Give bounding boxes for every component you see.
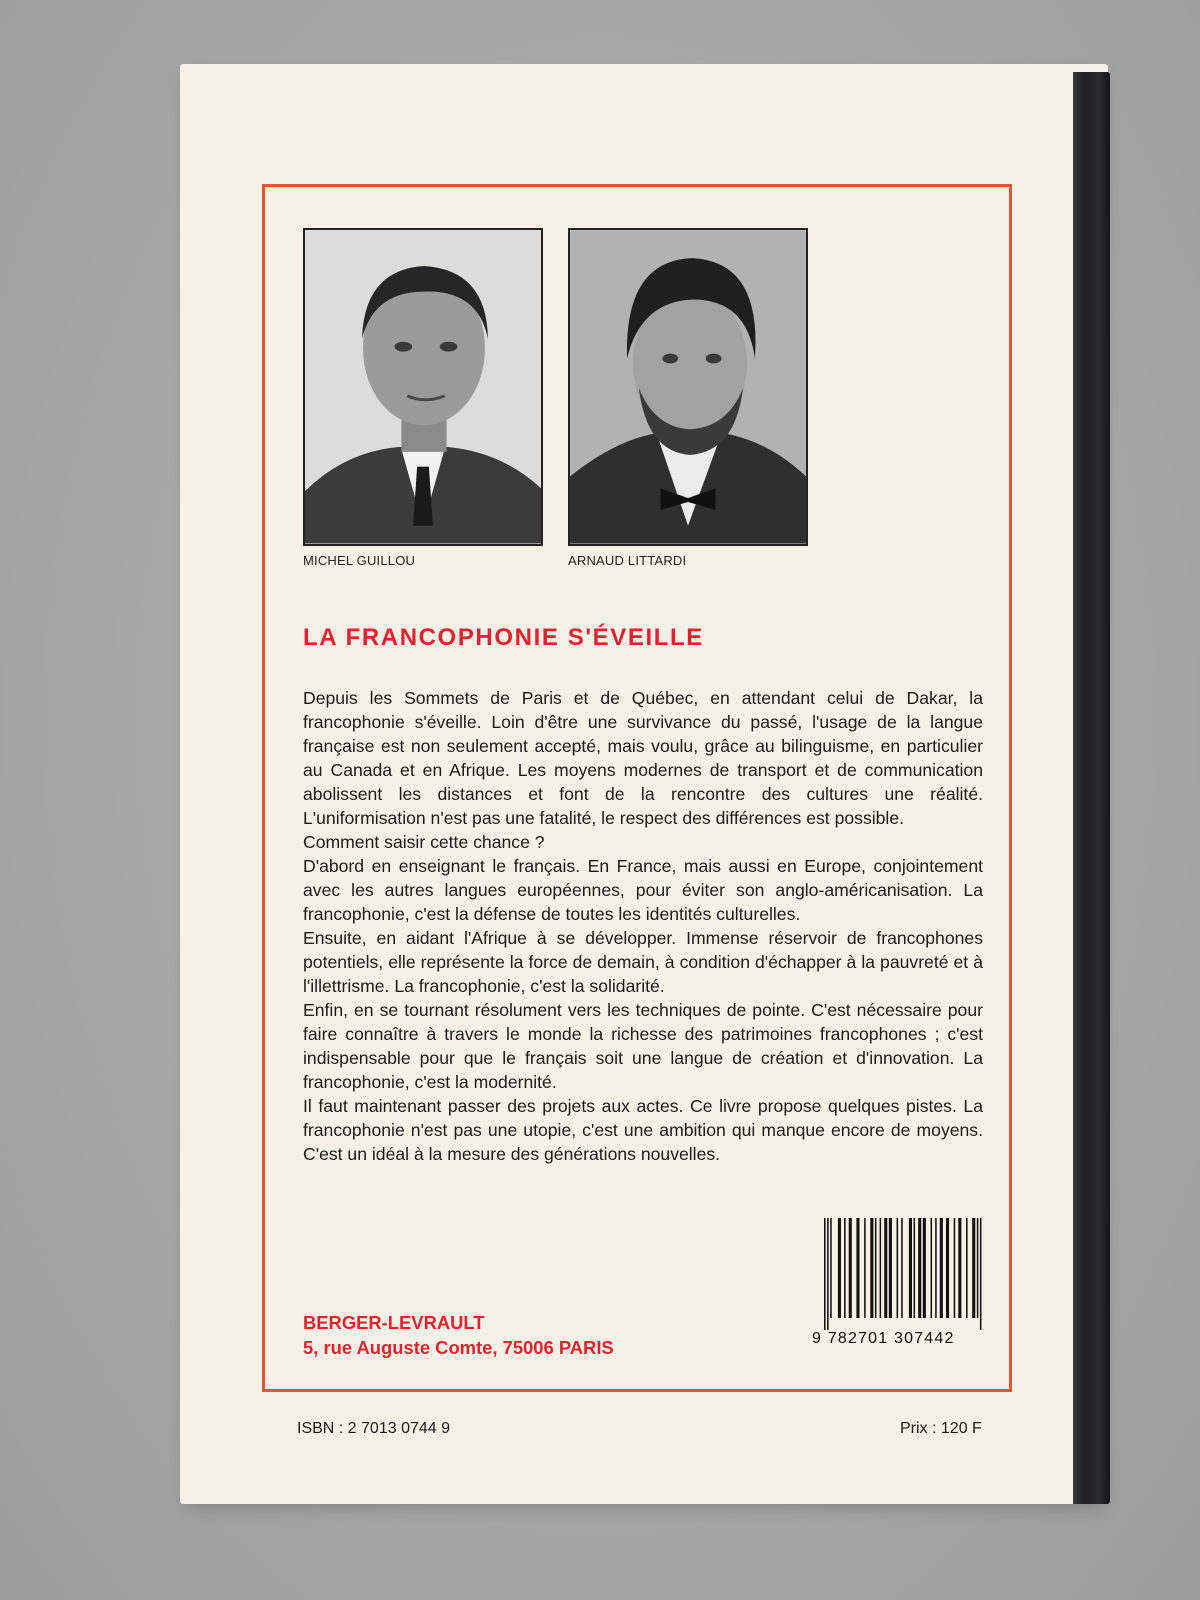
barcode-bar — [824, 1218, 826, 1330]
isbn-text: ISBN : 2 7013 0744 9 — [297, 1420, 450, 1437]
barcode-bar — [935, 1218, 937, 1318]
barcode-bar — [830, 1218, 832, 1318]
barcode-bar — [954, 1218, 956, 1318]
barcode-bars — [824, 1218, 983, 1330]
blurb-paragraph: Il faut maintenant passer des projets aux actes. Ce livre propose quelques pistes. La francophonie n'est pas une utopie, c'est une ambition qui manque encore de moyens. C'est un idéal à la mesure des générations nouvelles. — [303, 1096, 983, 1164]
barcode-bar — [827, 1218, 829, 1330]
portrait-left-image — [305, 230, 541, 544]
author-portrait-right — [568, 228, 808, 546]
barcode-bar — [958, 1218, 961, 1318]
barcode-bar — [923, 1218, 926, 1318]
barcode-bar — [972, 1218, 975, 1318]
barcode-bar — [909, 1218, 912, 1318]
book-title: LA FRANCOPHONIE S'ÉVEILLE — [303, 624, 704, 651]
barcode-bar — [918, 1218, 921, 1318]
barcode-bar — [889, 1218, 892, 1318]
barcode-bar — [946, 1218, 949, 1318]
barcode-bar — [931, 1218, 933, 1318]
author-caption-right: ARNAUD LITTARDI — [568, 553, 687, 568]
publisher-name: BERGER-LEVRAULT — [303, 1312, 485, 1333]
portrait-right-image — [570, 230, 806, 544]
blurb-paragraph: Depuis les Sommets de Paris et de Québec, en attendant celui de Dakar, la francophonie s'éveille. Loin d'être une survivance du passé, l'usage de la langue française est non seulement accepté, mais voulu, grâce au bilinguisme, en particulier au Canada et en Afrique. Les moyens modernes de transport et de communication abolissent les distances et font de la rencontre des cultures une réalité. L'uniformisation n'est pas une fatalité, le respect des différences est possible. — [303, 688, 983, 828]
blurb-paragraph: Enfin, en se tournant résolument vers les techniques de pointe. C'est nécessaire pour faire connaître à travers le monde la richesse des patrimoines francophones ; c'est indispensable pour que le français soit une langue de création et d'innovation. La francophonie, c'est la modernité. — [303, 1000, 983, 1092]
barcode-bar — [870, 1218, 873, 1318]
author-portrait-left — [303, 228, 543, 546]
barcode-bar — [880, 1218, 882, 1318]
barcode-bar — [914, 1218, 916, 1318]
blurb-paragraph: Ensuite, en aidant l'Afrique à se développer. Immense réservoir de francophones potentiels, elle représente la force de demain, à condition d'échapper à la pauvreté et à l'illettrisme. La francophonie, c'est la solidarité. — [303, 928, 983, 996]
price-text: Prix : 120 F — [900, 1420, 982, 1437]
author-caption-left: MICHEL GUILLOU — [303, 553, 416, 568]
barcode-bar — [901, 1218, 903, 1318]
barcode-number: 9 782701 307442 — [812, 1330, 955, 1347]
barcode-bar — [849, 1218, 852, 1318]
barcode-bar — [977, 1218, 979, 1318]
barcode-bar — [966, 1218, 968, 1318]
barcode-bar — [897, 1218, 899, 1318]
barcode-bar — [980, 1218, 982, 1330]
barcode-bar — [856, 1218, 859, 1318]
blurb-paragraph: D'abord en enseignant le français. En France, mais aussi en Europe, conjointement avec les autres langues européennes, pour éviter son anglo-américanisation. La francophonie, c'est la défense de toutes les identités culturelles. — [303, 856, 983, 924]
publisher-block — [303, 1310, 614, 1360]
barcode-bar — [844, 1218, 846, 1318]
blurb — [303, 686, 983, 1166]
barcode-bar — [838, 1218, 841, 1318]
barcode-bar — [940, 1218, 943, 1318]
publisher-address: 5, rue Auguste Comte, 75006 PARIS — [303, 1337, 614, 1358]
blurb-paragraph: Comment saisir cette chance ? — [303, 832, 545, 852]
barcode — [812, 1218, 983, 1348]
book-spine — [1073, 72, 1110, 1504]
barcode-bar — [875, 1218, 877, 1318]
barcode-bar — [864, 1218, 866, 1318]
barcode-bar — [884, 1218, 887, 1318]
